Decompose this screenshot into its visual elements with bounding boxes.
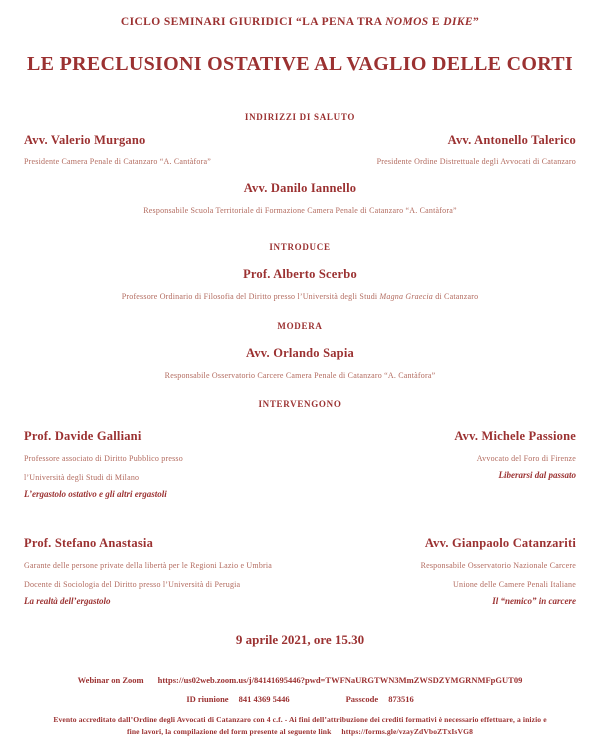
speaker-role: l’Università degli Studi di Milano <box>24 473 140 482</box>
passcode-label: Passcode <box>345 694 379 704</box>
speaker-name: Avv. Gianpaolo Catanzariti <box>424 536 576 550</box>
speaker-scerbo <box>0 267 600 301</box>
speaker-anastasia <box>24 526 272 606</box>
speaker-name: Avv. Danilo Iannello <box>243 181 357 195</box>
speaker-sapia <box>0 346 600 380</box>
saluto-columns <box>0 133 600 166</box>
speaker-galliani <box>24 419 183 499</box>
speaker-name: Avv. Antonello Talerico <box>447 133 576 147</box>
intervengono-row-1 <box>0 419 600 499</box>
talk-title: Liberarsi dal passato <box>498 470 576 480</box>
speaker-name: Avv. Orlando Sapia <box>246 346 354 360</box>
speaker-role <box>0 292 600 301</box>
speaker-talerico <box>377 133 576 166</box>
speaker-role: Presidente Ordine Distrettuale degli Avvocati di Catanzaro <box>376 157 576 166</box>
section-heading-intervengono: INTERVENGONO <box>258 399 342 409</box>
speaker-role: Professore associato di Diritto Pubblico presso <box>24 454 183 463</box>
speaker-passione <box>454 419 576 499</box>
accreditation-note <box>48 714 553 738</box>
section-heading-introduce: INTRODUCE <box>269 242 331 252</box>
kicker-italic-nomos: NOMOS <box>385 16 429 28</box>
kicker-italic-dike: DIKE <box>443 16 473 28</box>
intervengono-row-2 <box>0 526 600 606</box>
meeting-id-value: 841 4369 5446 <box>238 694 290 704</box>
speaker-role: Responsabile Osservatorio Nazionale Carcere <box>420 561 576 570</box>
zoom-webinar-link[interactable]: https://us02web.zoom.us/j/84141695446?pwd=TWFNaURGTWN3MmZWSDZYMGRNMFpGUT09 <box>157 675 523 685</box>
credits-form-link[interactable]: https://forms.gle/vzayZdVboZTxIsVG8 <box>341 726 473 736</box>
kicker-pre: CICLO SEMINARI GIURIDICI “LA PENA TRA <box>120 16 386 28</box>
speaker-role: Unione delle Camere Penali Italiane <box>453 580 576 589</box>
speaker-name: Prof. Davide Galliani <box>24 429 142 443</box>
section-heading-saluto: INDIRIZZI DI SALUTO <box>244 112 356 122</box>
speaker-catanzariti <box>421 526 576 606</box>
passcode-value: 873516 <box>388 694 414 704</box>
meeting-credentials-line <box>0 694 600 704</box>
speaker-name: Avv. Valerio Murgano <box>24 133 146 147</box>
role-italic: Magna Graecia <box>379 292 434 301</box>
speaker-role: Responsabile Osservatorio Carcere Camera Penale di Catanzaro “A. Cantàfora” <box>164 371 436 380</box>
role-pre: Professore Ordinario di Filosofia del Diritto presso l’Università degli Studi <box>121 292 380 301</box>
speaker-name: Prof. Alberto Scerbo <box>243 267 357 281</box>
speaker-name: Prof. Stefano Anastasia <box>24 536 154 550</box>
talk-title: Il “nemico” in carcere <box>492 596 576 606</box>
speaker-role: Responsabile Scuola Territoriale di Formazione Camera Penale di Catanzaro “A. Cantàfora” <box>143 206 457 215</box>
talk-title: La realtà dell’ergastolo <box>24 596 111 606</box>
role-post: di Catanzaro <box>433 292 479 301</box>
accreditation-text: Evento accreditato dall’Ordine degli Avvocati di Catanzaro con 4 c.f. - Ai fini dell’attribuzione dei crediti formativi è necessario effettuare, a inizio e fine lavori, la compilazione del form presente al seguente link <box>53 715 547 736</box>
speaker-role: Docente di Sociologia del Diritto presso l’Università di Perugia <box>24 580 241 589</box>
speaker-iannello <box>0 181 600 215</box>
speaker-name: Avv. Michele Passione <box>454 429 576 443</box>
kicker-mid: E <box>428 16 444 28</box>
kicker-post: ” <box>472 16 480 28</box>
talk-title: L’ergastolo ostativo e gli altri ergastoli <box>24 489 167 499</box>
webinar-line <box>0 675 600 685</box>
speaker-role: Presidente Camera Penale di Catanzaro “A. Cantàfora” <box>24 157 211 166</box>
series-kicker <box>0 16 600 28</box>
page-title: LE PRECLUSIONI OSTATIVE AL VAGLIO DELLE CORTI <box>27 53 573 75</box>
speaker-murgano <box>24 133 211 166</box>
speaker-role: Avvocato del Foro di Firenze <box>476 454 576 463</box>
event-datetime: 9 aprile 2021, ore 15.30 <box>235 632 365 647</box>
meeting-id-label: ID riunione <box>186 694 229 704</box>
speaker-role: Garante delle persone private della libertà per le Regioni Lazio e Umbria <box>24 561 273 570</box>
webinar-label: Webinar on Zoom <box>77 675 144 685</box>
section-heading-modera: MODERA <box>277 321 323 331</box>
